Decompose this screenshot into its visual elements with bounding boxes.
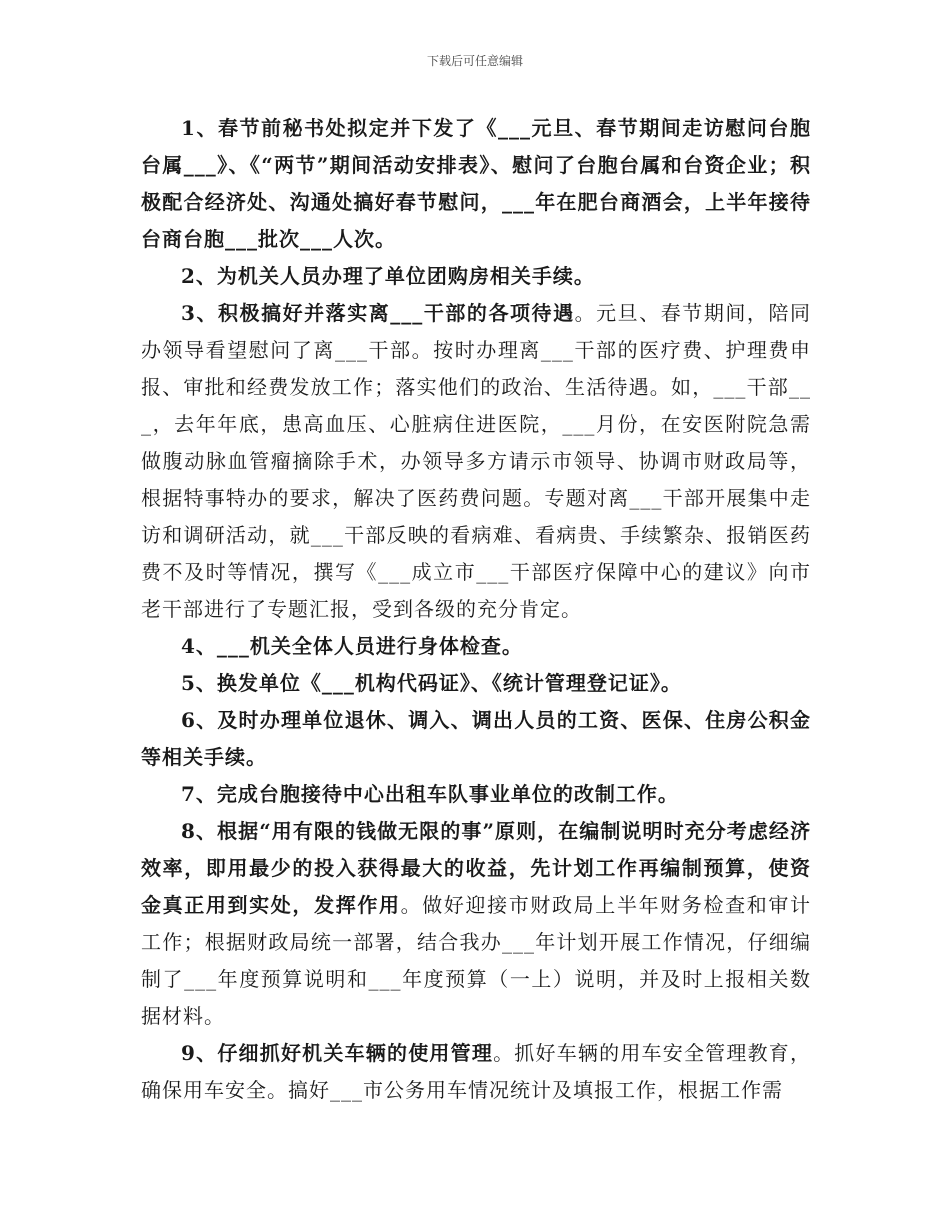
paragraph-9-bold: 9、仔细抓好机关车辆的使用管理 [181,1041,494,1065]
paragraph-2 [141,258,811,295]
paragraph-8 [141,813,811,1035]
page-header: 下载后可任意编辑 [426,54,523,68]
paragraph-1 [141,110,811,258]
paragraph-5 [141,665,811,702]
document-body [141,110,811,1109]
paragraph-3-text: 。元旦、春节期间，陪同办领导看望慰问了离___干部。按时办理离___干部的医疗费、护理费申报、审批和经费发放工作；落实他们的政治、生活待遇。如，___干部___，去年年底，患高血压、心脏病住进医院，___月份，在安医附院急需做腹动脉血管瘤摘除手术，办领导多方请示市领导、协调市财政局等，根据特事特办的要求，解决了医药费问题。专题对离___干部开展集中走访和调研活动，就___干部反映的看病难、看病贵、手续繁杂、报销医药费不及时等情况，撰写《___成立市___干部医疗保障中心的建议》向市老干部进行了专题汇报，受到各级的充分肯定。 [141,301,811,621]
paragraph-1-bold: 1、春节前秘书处拟定并下发了《___元旦、春节期间走访慰问台胞台属___》、《“两节”期间活动安排表》、慰问了台胞台属和台资企业；积极配合经济处、沟通处搞好春节慰问，___年在肥台商酒会，上半年接待台商台胞___批次___人次。 [141,116,811,251]
paragraph-9-text: 。抓好车辆的用车安全管理教育，确保用车安全。搞好___市公务用车情况统计及填报工作，根据工作需 [141,1041,811,1102]
paragraph-3-bold: 3、积极搞好并落实离___干部的各项待遇 [181,301,575,325]
paragraph-3 [141,295,811,628]
paragraph-5-bold: 5、换发单位《___机构代码证》、《统计管理登记证》。 [181,671,682,695]
paragraph-6-bold: 6、及时办理单位退休、调入、调出人员的工资、医保、住房公积金等相关手续。 [141,708,811,769]
paragraph-8-bold: 8、根据“用有限的钱做无限的事”原则，在编制说明时充分考虑经济效率，即用最少的投入获得最大的收益，先计划工作再编制预算，使资金真正用到实处，发挥作用 [141,819,811,917]
paragraph-6 [141,702,811,776]
paragraph-7-bold: 7、完成台胞接待中心出租车队事业单位的改制工作。 [181,782,679,806]
paragraph-9 [141,1035,811,1109]
paragraph-2-bold: 2、为机关人员办理了单位团购房相关手续。 [181,264,595,288]
paragraph-7 [141,776,811,813]
paragraph-8-text: 。做好迎接市财政局上半年财务检查和审计工作；根据财政局统一部署，结合我办___年计划开展工作情况，仔细编制了___年度预算说明和___年度预算（一上）说明，并及时上报相关数据材料。 [141,893,812,1028]
paragraph-4-bold: 4、___机关全体人员进行身体检查。 [181,634,523,658]
paragraph-4 [141,628,811,665]
